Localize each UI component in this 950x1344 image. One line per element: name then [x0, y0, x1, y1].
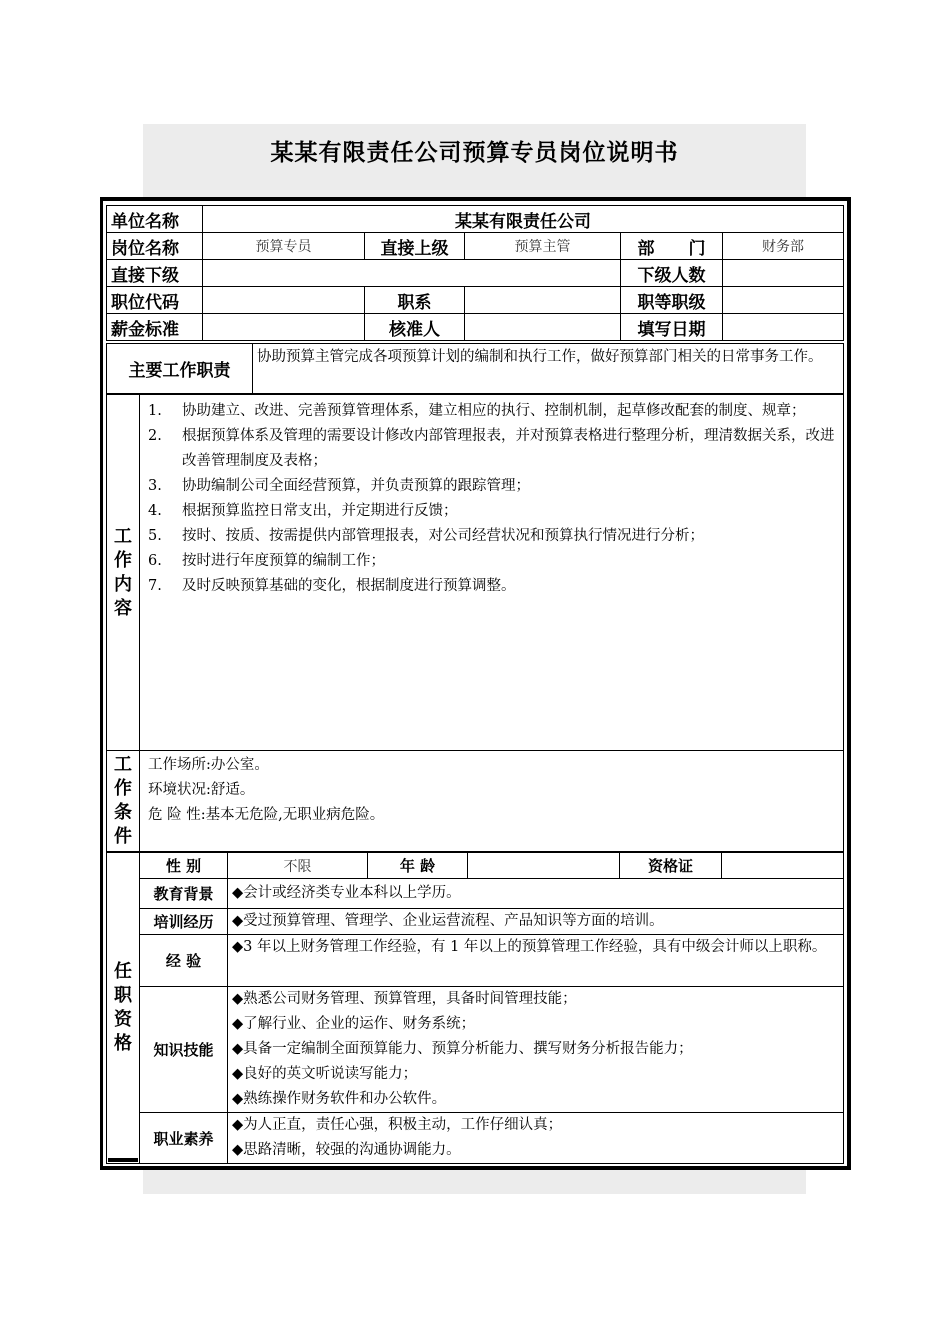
experience-line: ◆3 年以上财务管理工作经验，有 1 年以上的预算管理工作经验，具有中级会计师以上职称。 — [232, 939, 827, 955]
item-text: 根据预算体系及管理的需要设计修改内部管理报表，并对预算表格进行整理分析，理清数据关系，改进改善管理制度及表格； — [182, 428, 835, 469]
item-number: 1. — [148, 403, 162, 419]
qualification-label — [107, 853, 140, 1164]
row-experience — [107, 935, 844, 987]
position-label: 岗位名称 — [107, 233, 203, 260]
item-text: 按时进行年度预算的编制工作； — [182, 553, 385, 569]
label-char: 资 — [114, 1009, 132, 1030]
work-content-label — [107, 395, 140, 751]
quality-line: ◆为人正直，责任心强，积极主动，工作仔细认真； — [232, 1117, 563, 1133]
quality-cell — [228, 1113, 844, 1164]
item-number: 5. — [148, 528, 162, 544]
position-value: 预算专员 — [203, 233, 365, 260]
approver-value — [465, 314, 621, 341]
training-label: 培训经历 — [140, 909, 228, 935]
row-education — [107, 879, 844, 909]
item-number: 6. — [148, 553, 162, 569]
item-text: 协助建立、改进、完善预算管理体系，建立相应的执行、控制机制，起草修改配套的制度、规章； — [182, 403, 806, 419]
education-line: ◆会计或经济类专业本科以上学历。 — [232, 885, 461, 901]
item-number: 4. — [148, 503, 162, 519]
dept-label: 部 门 — [621, 233, 723, 260]
subordinate-label: 直接下级 — [107, 260, 203, 287]
date-value — [723, 314, 844, 341]
label-char: 格 — [114, 1033, 132, 1054]
experience-label: 经 验 — [140, 935, 228, 987]
item-number: 2. — [148, 428, 162, 444]
skills-cell — [228, 987, 844, 1113]
unit-value: 某某有限责任公司 — [203, 206, 844, 233]
row-code — [107, 287, 844, 314]
label-char: 工 — [114, 754, 132, 775]
series-label: 职系 — [365, 287, 465, 314]
unit-label: 单位名称 — [107, 206, 203, 233]
quality-label: 职业素养 — [140, 1113, 228, 1164]
row-work-conditions — [107, 751, 844, 852]
superior-label: 直接上级 — [365, 233, 465, 260]
row-gender-age — [107, 853, 844, 879]
age-label: 年 龄 — [368, 853, 468, 879]
salary-label: 薪金标准 — [107, 314, 203, 341]
basic-info-table — [106, 205, 844, 341]
list-item — [144, 499, 839, 524]
gender-value: 不限 — [228, 853, 368, 879]
skill-line: ◆了解行业、企业的运作、财务系统； — [232, 1016, 476, 1032]
list-item — [144, 399, 839, 424]
row-quality — [107, 1113, 844, 1164]
row-position — [107, 233, 844, 260]
education-cell — [228, 879, 844, 909]
list-item — [144, 424, 839, 474]
row-training — [107, 909, 844, 935]
condition-line: 危 险 性:基本无危险,无职业病危险。 — [148, 807, 385, 823]
row-duty — [107, 344, 844, 394]
duty-table — [106, 343, 844, 394]
skill-line: ◆良好的英文听说读写能力； — [232, 1066, 418, 1082]
work-content-list — [144, 399, 839, 599]
grade-label: 职等职级 — [621, 287, 723, 314]
item-text: 协助编制公司全面经营预算，并负责预算的跟踪管理； — [182, 478, 530, 494]
skill-line: ◆具备一定编制全面预算能力、预算分析能力、撰写财务分析报告能力； — [232, 1041, 693, 1057]
label-char: 容 — [114, 597, 132, 619]
skill-line: ◆熟练操作财务软件和办公软件。 — [232, 1091, 447, 1107]
item-number: 3. — [148, 478, 162, 494]
work-conditions-cell — [140, 751, 844, 852]
education-label: 教育背景 — [140, 879, 228, 909]
training-line: ◆受过预算管理、管理学、企业运营流程、产品知识等方面的培训。 — [232, 913, 664, 929]
label-char: 作 — [114, 549, 132, 571]
item-text: 根据预算监控日常支出，并定期进行反馈； — [182, 503, 458, 519]
item-number: 7. — [148, 578, 162, 594]
list-item — [144, 574, 839, 599]
cert-value — [722, 853, 844, 879]
grade-value — [723, 287, 844, 314]
job-description-form — [106, 205, 844, 1164]
row-skills — [107, 987, 844, 1113]
item-text: 按时、按质、按需提供内部管理报表，对公司经营状况和预算执行情况进行分析； — [182, 528, 704, 544]
row-work-content — [107, 395, 844, 751]
sub-count-value — [723, 260, 844, 287]
quality-line: ◆思路清晰，较强的沟通协调能力。 — [232, 1142, 461, 1158]
condition-line: 工作场所:办公室。 — [148, 757, 269, 773]
row-unit — [107, 206, 844, 233]
training-cell — [228, 909, 844, 935]
sub-count-label: 下级人数 — [621, 260, 723, 287]
label-char: 作 — [114, 778, 132, 799]
code-label: 职位代码 — [107, 287, 203, 314]
salary-value — [203, 314, 365, 341]
series-value — [465, 287, 621, 314]
cert-label: 资格证 — [620, 853, 722, 879]
label-char: 内 — [114, 573, 132, 595]
label-char: 件 — [114, 826, 132, 847]
content-table — [106, 394, 844, 852]
condition-line: 环境状况:舒适。 — [148, 782, 255, 798]
label-char: 职 — [114, 985, 132, 1006]
label-char: 任 — [114, 961, 132, 982]
skill-line: ◆熟悉公司财务管理、预算管理，具备时间管理技能； — [232, 991, 577, 1007]
work-content-cell — [140, 395, 844, 751]
row-subordinate — [107, 260, 844, 287]
list-item — [144, 549, 839, 574]
document-title: 某某有限责任公司预算专员岗位说明书 — [270, 140, 679, 166]
qualification-table — [106, 852, 844, 1164]
duty-label: 主要工作职责 — [107, 344, 253, 394]
list-item — [144, 524, 839, 549]
subordinate-value — [203, 260, 621, 287]
item-text: 及时反映预算基础的变化，根据制度进行预算调整。 — [182, 578, 516, 594]
row-salary — [107, 314, 844, 341]
dept-value: 财务部 — [723, 233, 844, 260]
approver-label: 核准人 — [365, 314, 465, 341]
work-conditions-label — [107, 751, 140, 852]
superior-value: 预算主管 — [465, 233, 621, 260]
duty-text: 协助预算主管完成各项预算计划的编制和执行工作，做好预算部门相关的日常事务工作。 — [253, 344, 844, 394]
label-char: 工 — [114, 525, 132, 547]
list-item — [144, 474, 839, 499]
age-value — [468, 853, 620, 879]
skills-label: 知识技能 — [140, 987, 228, 1113]
code-value — [203, 287, 365, 314]
date-label: 填写日期 — [621, 314, 723, 341]
gender-label: 性 别 — [140, 853, 228, 879]
label-char: 条 — [114, 802, 132, 823]
experience-cell — [228, 935, 844, 987]
